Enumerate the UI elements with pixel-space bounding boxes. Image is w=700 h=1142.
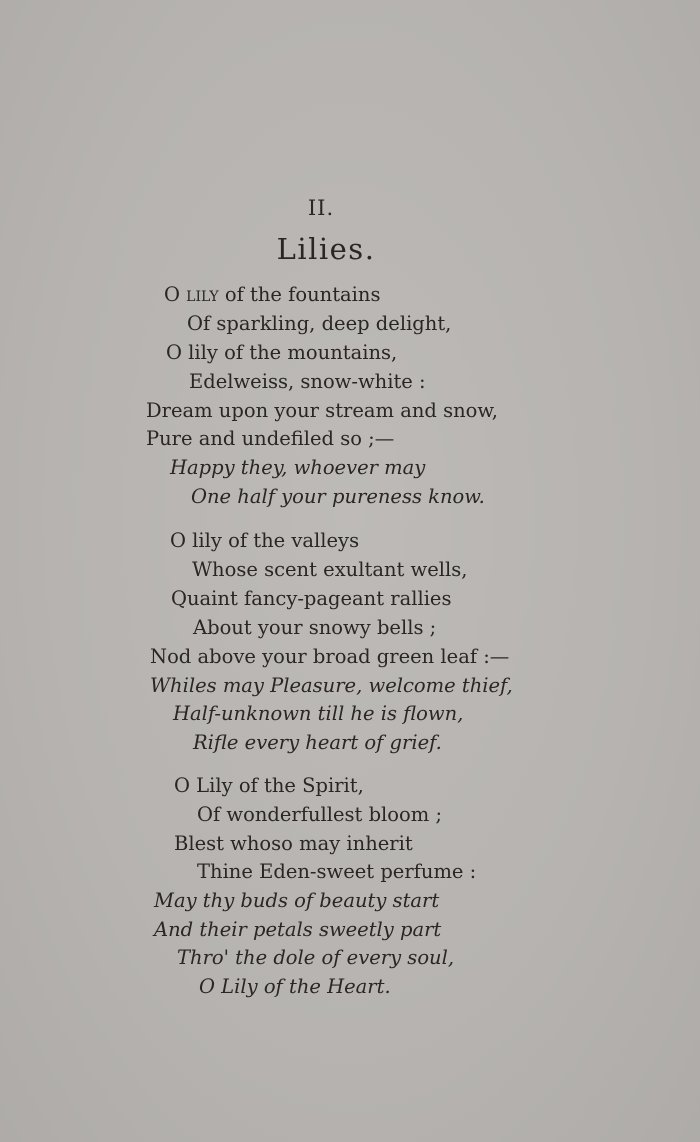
stanza-2-line-3: Quaint fancy-pageant rallies xyxy=(171,587,452,610)
stanza-1-line-7: Happy they, whoever may xyxy=(170,456,426,479)
stanza-3-line-6: And their petals sweetly part xyxy=(154,918,442,941)
section-numeral: II. xyxy=(307,196,335,220)
stanza-1-line-3: O lily of the mountains, xyxy=(166,341,398,364)
stanza-1-line-1 xyxy=(164,285,380,305)
line-remainder: of the fountains xyxy=(218,283,381,306)
stanza-1-line-5: Dream upon your stream and snow, xyxy=(146,399,498,422)
stanza-2-line-5: Nod above your broad green leaf :— xyxy=(150,645,510,668)
stanza-1-line-6: Pure and undefiled so ;— xyxy=(146,427,395,450)
stanza-2-line-8: Rifle every heart of grief. xyxy=(193,731,442,754)
stanza-2-line-7: Half-unknown till he is flown, xyxy=(173,702,464,725)
stanza-2-line-6: Whiles may Pleasure, welcome thief, xyxy=(150,674,513,697)
stanza-3-line-4: Thine Eden-sweet perfume : xyxy=(197,860,477,883)
poem-title: Lilies. xyxy=(276,232,376,266)
stanza-2-line-1: O lily of the valleys xyxy=(170,529,360,552)
stanza-3-line-8: O Lily of the Heart. xyxy=(199,975,391,998)
stanza-1-line-4: Edelweiss, snow-white : xyxy=(189,370,426,393)
opening-small-caps: O lily xyxy=(164,283,219,306)
stanza-3-line-1: O Lily of the Spirit, xyxy=(174,774,364,797)
stanza-2-line-4: About your snowy bells ; xyxy=(193,616,437,639)
stanza-1-line-8: One half your pureness know. xyxy=(191,485,485,508)
stanza-1-line-2: Of sparkling, deep delight, xyxy=(187,312,452,335)
stanza-3-line-7: Thro' the dole of every soul, xyxy=(177,946,455,969)
stanza-3-line-3: Blest whoso may inherit xyxy=(174,832,413,855)
stanza-2-line-2: Whose scent exultant wells, xyxy=(192,558,468,581)
stanza-3-line-2: Of wonderfullest bloom ; xyxy=(197,803,443,826)
stanza-3-line-5: May thy buds of beauty start xyxy=(154,889,440,912)
